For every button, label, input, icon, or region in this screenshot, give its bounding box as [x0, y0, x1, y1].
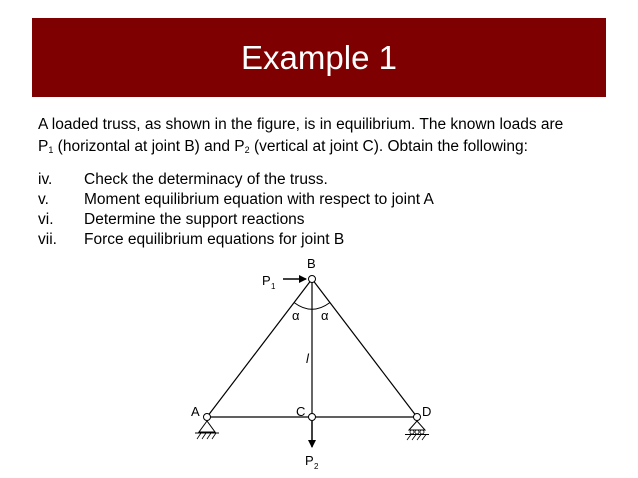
joint-d: [414, 414, 421, 421]
joint-c: [309, 414, 316, 421]
label-angle-left: α: [292, 308, 300, 323]
intro-p1-subscript: 1: [48, 145, 54, 155]
label-joint-d: D: [422, 404, 432, 419]
slide-title: Example 1: [241, 38, 397, 76]
intro-p2-subscript: 2: [244, 145, 250, 155]
label-joint-b: B: [307, 256, 316, 271]
task-number: vi.: [38, 211, 54, 228]
joint-a: [204, 414, 211, 421]
task-text: Force equilibrium equations for joint B: [84, 231, 345, 248]
label-load-p2: P: [305, 453, 314, 468]
label-joint-c: C: [296, 404, 306, 419]
task-number: iv.: [38, 171, 53, 188]
label-load-p1: P: [262, 273, 271, 288]
intro-text-part2: (horizontal at joint B) and: [53, 138, 235, 155]
label-load-p1-subscript: 1: [271, 282, 276, 291]
intro-p1-symbol: P: [38, 138, 49, 155]
task-text: Moment equilibrium equation with respect to joint A: [84, 191, 434, 208]
joint-b: [309, 276, 316, 283]
intro-text-part1: A loaded truss, as shown in the figure, is in equilibrium. The known loads are: [38, 116, 564, 133]
task-text: Determine the support reactions: [84, 211, 305, 228]
intro-text-part3: (vertical at joint C). Obtain the following:: [249, 138, 528, 155]
member-bd: [312, 279, 417, 417]
label-angle-right: α: [321, 308, 329, 323]
label-member-length: l: [306, 351, 309, 366]
member-ab: [207, 279, 312, 417]
label-joint-a: A: [191, 404, 200, 419]
task-number: v.: [38, 191, 49, 208]
intro-p2-symbol: P: [234, 138, 245, 155]
task-number: vii.: [38, 231, 57, 248]
pin-support-a: [195, 421, 219, 439]
roller-support-d: [405, 421, 429, 440]
label-load-p2-subscript: 2: [314, 462, 319, 471]
task-text: Check the determinacy of the truss.: [84, 171, 328, 188]
